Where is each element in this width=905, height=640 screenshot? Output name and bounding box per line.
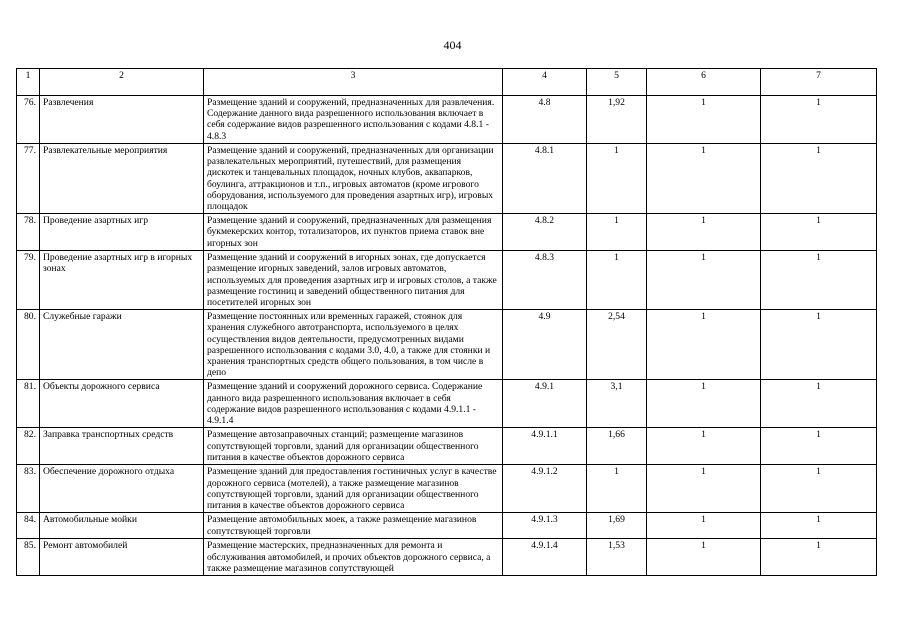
table-row xyxy=(17,251,877,310)
row-coefficient-7: 1 xyxy=(761,539,877,576)
row-coefficient-5: 1 xyxy=(587,144,647,214)
table-row xyxy=(17,96,877,144)
row-number: 78. xyxy=(17,214,40,251)
row-number: 83. xyxy=(17,465,40,513)
row-coefficient-5: 1,66 xyxy=(587,428,647,465)
row-description: Размещение автозаправочных станций; размещение магазинов сопутствующей торговли, зданий для организации общественного питания в качестве объектов дорожного сервиса xyxy=(204,428,503,465)
header-cell: 5 xyxy=(587,69,647,96)
row-number: 77. xyxy=(17,144,40,214)
row-description: Размещение зданий и сооружений, предназначенных для организации развлекательных мероприятий, путешествий, для размещения дискотек и танцевальных площадок, ночных клубов, аквапарков, боулинга, аттракционов и т.п., игровых автоматов (кроме игрового оборудования, используемого для проведения азартных игр), игровых площадок xyxy=(204,144,503,214)
row-number: 76. xyxy=(17,96,40,144)
row-code: 4.8 xyxy=(503,96,587,144)
row-name: Автомобильные мойки xyxy=(40,513,204,539)
row-name: Заправка транспортных средств xyxy=(40,428,204,465)
row-coefficient-6: 1 xyxy=(647,310,761,380)
row-description: Размещение зданий и сооружений в игорных зонах, где допускается размещение игорных заведений, залов игровых автоматов, используемых для проведения азартных игр и игровых столов, а также размещение гостиниц и заведений общественного питания для посетителей игорных зон xyxy=(204,251,503,310)
row-coefficient-5: 1 xyxy=(587,251,647,310)
header-row xyxy=(17,69,877,96)
row-coefficient-5: 1,92 xyxy=(587,96,647,144)
header-cell: 6 xyxy=(647,69,761,96)
table-row xyxy=(17,380,877,428)
row-code: 4.8.1 xyxy=(503,144,587,214)
row-number: 79. xyxy=(17,251,40,310)
row-coefficient-7: 1 xyxy=(761,513,877,539)
row-description: Размещение зданий и сооружений, предназначенных для развлечения. Содержание данного вида разрешенного использования включает в себя содержание видов разрешенного использования с кодами 4.8.1 - 4.8.3 xyxy=(204,96,503,144)
row-coefficient-5: 3,1 xyxy=(587,380,647,428)
row-name: Проведение азартных игр в игорных зонах xyxy=(40,251,204,310)
table-row xyxy=(17,539,877,576)
row-name: Объекты дорожного сервиса xyxy=(40,380,204,428)
header-cell: 7 xyxy=(761,69,877,96)
row-code: 4.8.2 xyxy=(503,214,587,251)
row-code: 4.8.3 xyxy=(503,251,587,310)
row-description: Размещение зданий и сооружений дорожного сервиса. Содержание данного вида разрешенного использования включает в себя содержание видов разрешенного использования с кодами 4.9.1.1 - 4.9.1.4 xyxy=(204,380,503,428)
header-cell: 1 xyxy=(17,69,40,96)
row-number: 85. xyxy=(17,539,40,576)
row-number: 81. xyxy=(17,380,40,428)
page-number: 404 xyxy=(443,38,462,52)
row-code: 4.9.1 xyxy=(503,380,587,428)
row-coefficient-7: 1 xyxy=(761,214,877,251)
row-description: Размещение зданий и сооружений, предназначенных для размещения букмекерских контор, тотализаторов, их пунктов приема ставок вне игорных зон xyxy=(204,214,503,251)
land-use-table xyxy=(16,68,877,576)
row-description: Размещение зданий для предоставления гостиничных услуг в качестве дорожного сервиса (мотелей), а также размещение магазинов сопутствующей торговли, зданий для организации общественного питания в качестве объектов дорожного сервиса xyxy=(204,465,503,513)
row-name: Развлекательные мероприятия xyxy=(40,144,204,214)
row-description: Размещение мастерских, предназначенных для ремонта и обслуживания автомобилей, и прочих объектов дорожного сервиса, а также размещение магазинов сопутствующей xyxy=(204,539,503,576)
row-coefficient-6: 1 xyxy=(647,539,761,576)
row-code: 4.9.1.2 xyxy=(503,465,587,513)
row-coefficient-6: 1 xyxy=(647,513,761,539)
row-name: Проведение азартных игр xyxy=(40,214,204,251)
table-row xyxy=(17,465,877,513)
row-coefficient-6: 1 xyxy=(647,96,761,144)
row-coefficient-7: 1 xyxy=(761,428,877,465)
row-coefficient-5: 1 xyxy=(587,465,647,513)
row-coefficient-7: 1 xyxy=(761,96,877,144)
row-name: Служебные гаражи xyxy=(40,310,204,380)
row-coefficient-7: 1 xyxy=(761,380,877,428)
row-coefficient-6: 1 xyxy=(647,428,761,465)
table-row xyxy=(17,513,877,539)
row-coefficient-7: 1 xyxy=(761,465,877,513)
table-row xyxy=(17,310,877,380)
row-code: 4.9.1.4 xyxy=(503,539,587,576)
row-name: Развлечения xyxy=(40,96,204,144)
header-cell: 3 xyxy=(204,69,503,96)
row-number: 82. xyxy=(17,428,40,465)
table-row xyxy=(17,428,877,465)
row-code: 4.9 xyxy=(503,310,587,380)
row-number: 80. xyxy=(17,310,40,380)
row-coefficient-6: 1 xyxy=(647,465,761,513)
header-cell: 2 xyxy=(40,69,204,96)
table-row xyxy=(17,144,877,214)
row-coefficient-6: 1 xyxy=(647,214,761,251)
row-coefficient-7: 1 xyxy=(761,310,877,380)
table-row xyxy=(17,214,877,251)
row-number: 84. xyxy=(17,513,40,539)
row-coefficient-6: 1 xyxy=(647,144,761,214)
row-coefficient-7: 1 xyxy=(761,144,877,214)
row-description: Размещение постоянных или временных гаражей, стоянок для хранения служебного автотранспорта, используемого в целях осуществления видов деятельности, предусмотренных видами разрешенного использования с кодами 3.0, 4.0, а также для стоянки и хранения транспортных средств общего пользования, в том числе в депо xyxy=(204,310,503,380)
row-name: Обеспечение дорожного отдыха xyxy=(40,465,204,513)
row-name: Ремонт автомобилей xyxy=(40,539,204,576)
row-code: 4.9.1.1 xyxy=(503,428,587,465)
row-coefficient-7: 1 xyxy=(761,251,877,310)
row-description: Размещение автомобильных моек, а также размещение магазинов сопутствующей торговли xyxy=(204,513,503,539)
row-coefficient-6: 1 xyxy=(647,251,761,310)
row-coefficient-5: 1 xyxy=(587,214,647,251)
header-cell: 4 xyxy=(503,69,587,96)
row-code: 4.9.1.3 xyxy=(503,513,587,539)
row-coefficient-6: 1 xyxy=(647,380,761,428)
row-coefficient-5: 2,54 xyxy=(587,310,647,380)
row-coefficient-5: 1,69 xyxy=(587,513,647,539)
row-coefficient-5: 1,53 xyxy=(587,539,647,576)
